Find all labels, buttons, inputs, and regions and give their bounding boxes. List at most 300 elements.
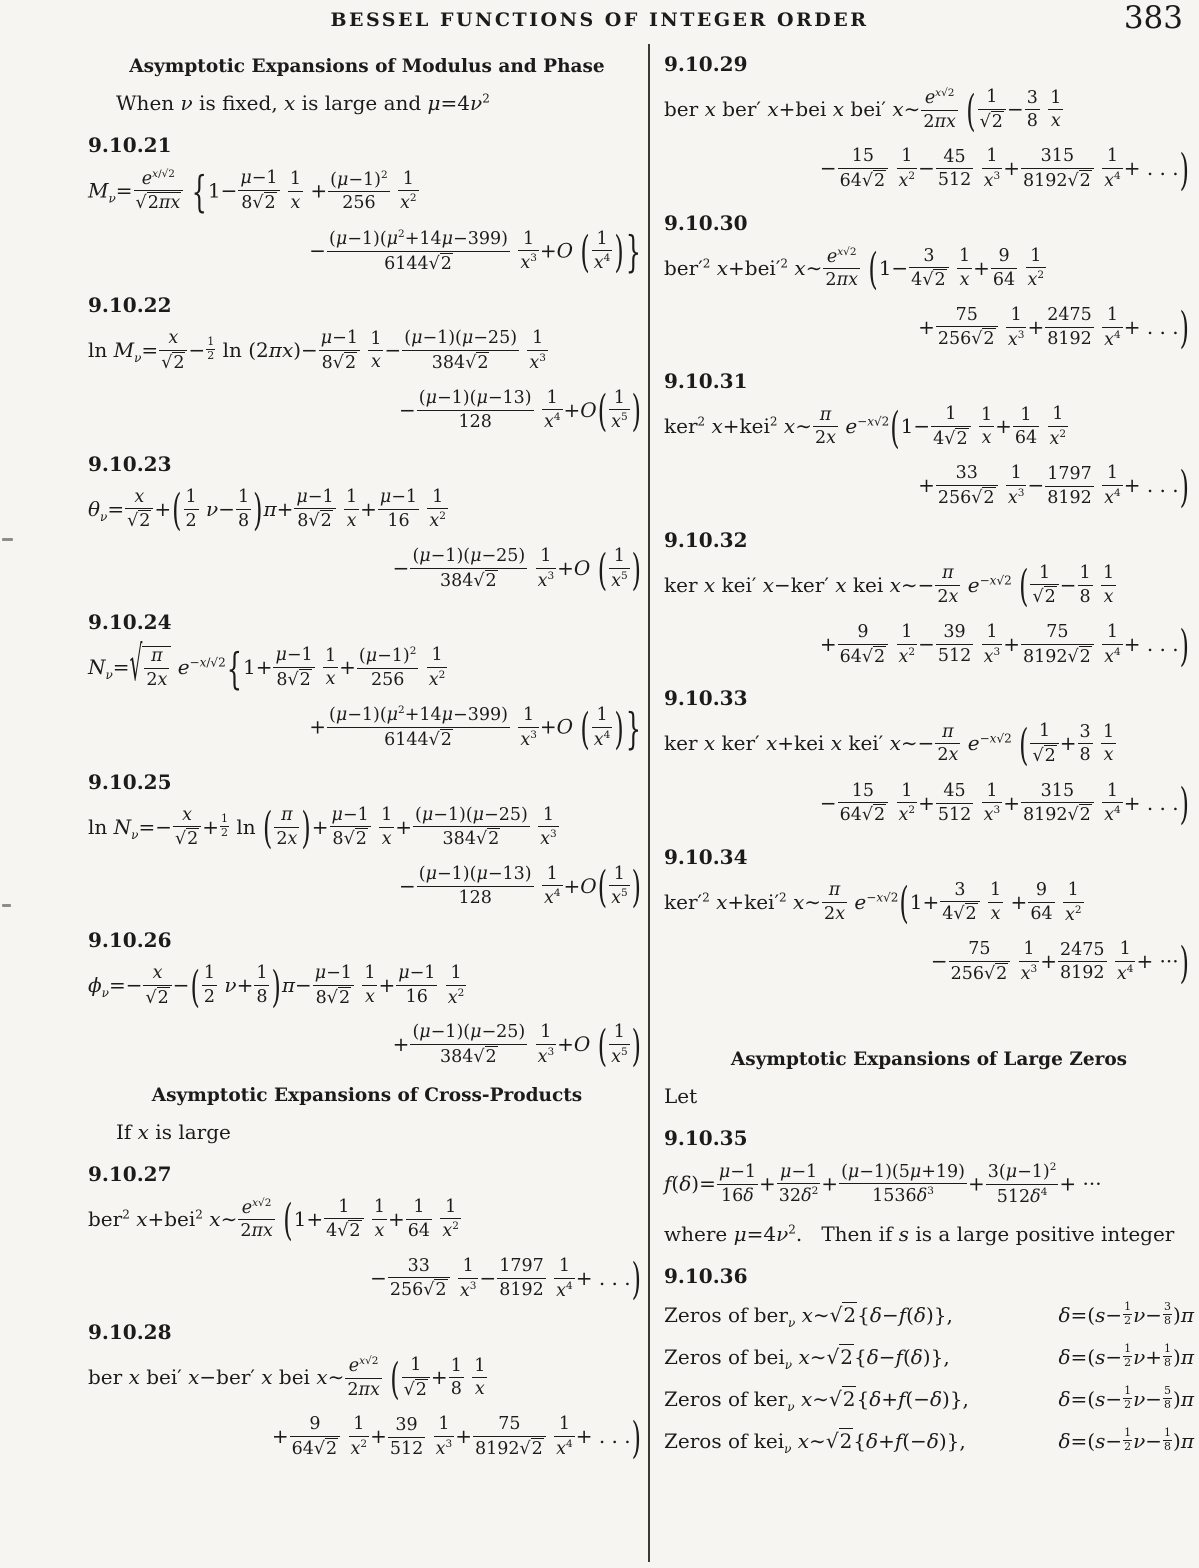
equation-line: − $\frac{75}{256√2}$ $\frac{1}{x^3}$ + $\frac{2475}{8192}$ $\frac{1}{x^4}$ + ···) — [930, 937, 1189, 988]
fraction — [173, 805, 201, 850]
superscript: x√2 — [359, 1355, 379, 1368]
fraction — [330, 805, 371, 850]
numerator: 1 — [1102, 622, 1123, 645]
numerator: 1 — [236, 487, 251, 510]
radical-sign: √ — [922, 270, 934, 291]
fraction — [936, 781, 973, 825]
numerator: 1 — [554, 1414, 575, 1437]
italic-symbol: x — [359, 1355, 366, 1368]
subscript — [131, 828, 138, 842]
denominator: 64 — [992, 269, 1016, 290]
numerator — [144, 646, 169, 669]
denominator: 8 — [256, 987, 268, 1008]
denominator — [1026, 268, 1047, 290]
italic-symbol: x — [350, 1438, 361, 1459]
italic-symbol: x — [1104, 170, 1115, 191]
equation-line: f(δ)= $\frac{\mu-1}{16\delta}$ + $\frac{\mu-1}{32\delta^2}$ + $\frac{(\mu-1)(5\mu+19)}{1536\delta^3}$ + $\frac{3(\mu-1)^2}{512\delta^4}$ + ··· — [664, 1161, 1102, 1207]
vinculum: 2 — [1079, 805, 1091, 826]
superscript: 2 — [702, 256, 711, 271]
numerator: 39 — [388, 1415, 425, 1438]
denominator: 2 — [1124, 1313, 1132, 1327]
numerator: 315 — [1021, 781, 1094, 804]
italic-symbol: μ — [411, 328, 423, 349]
denominator: 2 — [221, 825, 229, 839]
superscript: 2 — [360, 1438, 368, 1451]
numerator: 1797 — [497, 1256, 546, 1279]
fraction — [1006, 463, 1027, 508]
numerator: 3 — [1078, 722, 1093, 745]
italic-symbol: x — [1116, 963, 1127, 984]
fraction — [1026, 246, 1047, 291]
denominator — [536, 569, 557, 591]
italic-symbol: x — [157, 669, 168, 690]
italic-symbol: x — [435, 1438, 446, 1459]
fraction — [202, 963, 217, 1007]
fraction — [538, 805, 559, 850]
denominator: 8192√2 — [1022, 805, 1091, 826]
vinculum: 2πx — [147, 193, 181, 214]
denominator: 8√2 — [276, 669, 311, 690]
fraction — [458, 1256, 479, 1301]
equation-number: 9.10.27 — [88, 1161, 172, 1186]
equation-9.10.35 — [664, 1126, 1194, 1208]
numerator: 33 — [936, 463, 998, 486]
denominator — [542, 886, 563, 908]
vinculum: 2 — [983, 488, 995, 509]
superscript: 4 — [553, 411, 561, 424]
denominator — [536, 1045, 557, 1067]
numerator: 3 — [940, 880, 979, 903]
vinculum: 2 — [187, 829, 199, 850]
radical-sign: √ — [428, 253, 440, 274]
italic-symbol: μ — [1005, 1162, 1018, 1183]
italic-symbol: π — [836, 270, 849, 291]
numerator: (μ−1)(μ−25) — [410, 1022, 527, 1045]
sqrt-radical — [473, 1047, 497, 1067]
italic-symbol: x — [447, 987, 458, 1008]
vinculum: 2 — [338, 987, 351, 1008]
denominator — [1102, 169, 1123, 191]
numerator: 1 — [1048, 88, 1063, 111]
fraction — [536, 1022, 557, 1067]
equation-line: ker x kei′ x−ker′ x kei x∼− $\frac{\pi}{2x}$ $e^{-x√2}$ ( $\frac{1}{√2}$ − $\frac{1}{8}$ $\frac{1}{x}$ — [664, 561, 1115, 612]
italic-symbol: ν — [108, 191, 116, 206]
superscript: 4 — [553, 887, 561, 900]
numerator: 1 — [323, 646, 338, 669]
superscript: 2 — [811, 1185, 819, 1198]
italic-symbol: ν — [784, 1358, 793, 1373]
fraction — [935, 563, 960, 607]
equation-line: $\ln N_\nu=-$ $\frac{x}{√2}$ + $\frac{1}{2}$ ln ( $\frac{\pi}{2x}$ )+ $\frac{\mu-1}{8√2}$ $\frac{1}{x}$ + $\frac{(\mu-1)(\mu-25)}{384√2}$ $\frac{1}{x^3}$ — [88, 803, 557, 854]
fraction — [936, 622, 973, 666]
italic-symbol: μ — [419, 1022, 431, 1043]
sqrt-radical — [1068, 171, 1092, 191]
italic-symbol: μ — [419, 545, 431, 566]
big-paren: ) — [1179, 778, 1189, 830]
fraction — [473, 1414, 546, 1459]
radical-sign: √ — [161, 352, 173, 373]
sqrt-radical — [862, 647, 886, 667]
italic-symbol: x — [798, 1345, 810, 1370]
denominator — [957, 269, 972, 291]
superscript: 3 — [993, 170, 1001, 182]
numerator — [345, 1355, 382, 1378]
numerator: 1 — [1101, 722, 1116, 745]
superscript: 4 — [1114, 170, 1121, 182]
numerator: 75 — [936, 305, 998, 328]
italic-symbol: ν — [224, 973, 237, 998]
denominator: 8√2 — [297, 511, 332, 532]
italic-symbol: x — [703, 731, 716, 756]
fraction — [238, 1197, 275, 1242]
italic-symbol: δ — [1058, 1344, 1071, 1369]
big-brace: } — [625, 703, 641, 754]
vinculum: 2 — [934, 270, 946, 291]
equation-number: 9.10.24 — [88, 610, 172, 635]
numerator: 315 — [1021, 146, 1094, 169]
italic-symbol: x — [762, 572, 775, 597]
equation-number: 9.10.32 — [664, 527, 748, 552]
italic-symbol: x — [168, 328, 179, 349]
fraction — [527, 328, 548, 373]
italic-symbol: O — [573, 556, 591, 581]
radical-sign: √ — [174, 829, 187, 850]
denominator — [1102, 328, 1123, 350]
italic-symbol: x — [593, 253, 604, 274]
radical-sign: √ — [971, 329, 983, 350]
fraction — [417, 864, 534, 908]
radical-sign: √ — [127, 511, 139, 532]
numerator: 2475 — [1058, 940, 1107, 963]
italic-symbol: e — [967, 731, 980, 756]
radical-sign: √ — [308, 511, 320, 532]
italic-symbol: x — [537, 570, 548, 591]
italic-symbol: δ — [926, 1429, 939, 1454]
fraction — [273, 645, 314, 690]
denominator — [982, 803, 1003, 825]
denominator: 128 — [458, 411, 492, 432]
italic-symbol: ϕ — [88, 973, 102, 998]
radical-sign: √ — [953, 904, 965, 925]
fraction — [159, 328, 187, 373]
italic-symbol: μ — [335, 228, 348, 249]
italic-symbol: x — [134, 486, 145, 507]
italic-symbol: x — [948, 745, 959, 766]
fraction — [144, 646, 169, 690]
denominator — [988, 903, 1003, 925]
superscript: 2 — [482, 91, 490, 106]
italic-symbol: π — [268, 338, 282, 363]
subscript — [785, 1358, 792, 1372]
superscript: 3 — [469, 1279, 477, 1292]
numerator: 1 — [538, 805, 559, 828]
italic-symbol: e — [177, 655, 190, 680]
italic-symbol: μ — [296, 486, 308, 507]
italic-symbol: μ — [365, 646, 378, 667]
vinculum: 2 — [320, 511, 332, 532]
vinculum: 2 — [1044, 587, 1056, 608]
big-paren: ( — [890, 402, 900, 453]
italic-symbol: x — [935, 87, 942, 100]
numerator: 33 — [388, 1256, 450, 1279]
fraction — [388, 1415, 425, 1459]
radical-sign: √ — [861, 646, 874, 667]
big-paren: ) — [631, 1254, 641, 1305]
numerator: 3 — [1164, 1299, 1172, 1313]
italic-symbol: x — [1103, 745, 1114, 766]
subscript — [134, 351, 141, 365]
fraction — [254, 963, 269, 1007]
superscript: 5 — [620, 569, 628, 582]
denominator: 8 — [1164, 1355, 1172, 1369]
numerator: 3 — [909, 246, 948, 269]
equation-9.10.33 — [664, 686, 1194, 830]
denominator — [472, 1378, 487, 1400]
fraction — [1045, 464, 1094, 508]
equation-line: − $\frac{(\mu-1)(\mu-13)}{128}$ $\frac{1}{x^4}$ +O( $\frac{1}{x^5}$ ) — [399, 862, 641, 913]
italic-symbol: μ — [909, 1161, 922, 1182]
numerator: 1 — [518, 705, 539, 728]
numerator: μ−1 — [294, 487, 335, 510]
numerator: (μ−1)(μ−25) — [413, 805, 530, 828]
fraction — [813, 405, 838, 449]
italic-symbol: N — [88, 655, 106, 680]
numerator: 1 — [988, 880, 1003, 903]
italic-symbol: x — [1064, 904, 1075, 925]
denominator: 256 — [342, 192, 376, 213]
numerator — [143, 963, 171, 986]
denominator — [1115, 962, 1136, 984]
numerator — [822, 880, 847, 903]
italic-symbol: π — [358, 1379, 371, 1400]
vinculum: 2 — [874, 646, 886, 667]
fraction — [717, 1162, 758, 1206]
numerator: 1 — [518, 229, 539, 252]
italic-symbol: x — [1027, 270, 1038, 291]
italic-symbol: x — [325, 669, 336, 690]
left-column — [88, 40, 646, 1475]
zeros-row — [664, 1425, 1194, 1457]
denominator — [538, 827, 559, 849]
superscript: 2 — [381, 168, 388, 181]
italic-symbol: x — [459, 1280, 470, 1301]
denominator — [1048, 427, 1069, 449]
italic-symbol: s — [1095, 1344, 1106, 1369]
vinculum: 2 — [488, 829, 500, 850]
italic-symbol: π — [942, 563, 954, 584]
numerator — [125, 487, 153, 510]
denominator: 256 — [370, 669, 405, 690]
big-paren: ( — [390, 1353, 400, 1404]
superscript: 3 — [993, 645, 1001, 658]
denominator — [125, 509, 153, 532]
fraction — [1102, 622, 1123, 667]
numerator: 1 — [1048, 404, 1069, 427]
fraction — [949, 939, 1011, 984]
italic-symbol: x — [611, 888, 621, 909]
denominator — [1006, 328, 1027, 350]
sqrt-radical — [252, 193, 276, 213]
denominator — [344, 510, 359, 532]
numerator: 1 — [592, 705, 613, 728]
fraction — [935, 722, 960, 766]
equation-line: ber$^2$ x+bei$^2$ x∼ $\frac{e^{x√2}}{2\pi x}$ (1+ $\frac{1}{4√2}$ $\frac{1}{x}$ + $\frac{1}{64}$ $\frac{1}{x^2}$ — [88, 1194, 459, 1246]
italic-symbol: δ — [913, 1303, 926, 1328]
superscript: 4 — [1040, 1185, 1048, 1198]
italic-symbol: x — [556, 1438, 567, 1459]
denominator — [518, 728, 539, 750]
equation-line: ker x ker′ x+kei x kei′ x∼− $\frac{\pi}{2x}$ $e^{-x√2}$ ( $\frac{1}{√2}$ + $\frac{3}{8}$ $\frac{1}{x}$ — [664, 719, 1115, 771]
denominator — [372, 1220, 387, 1242]
italic-symbol: x — [370, 1379, 380, 1400]
vinculum: 2 — [326, 1439, 338, 1459]
numerator: 1 — [957, 246, 972, 269]
italic-symbol: π — [819, 404, 832, 425]
equation-line: + $\frac{33}{256√2}$ $\frac{1}{x^3}$ − $\frac{1797}{8192}$ $\frac{1}{x^4}$ + . . .) — [918, 461, 1189, 513]
italic-symbol: π — [934, 111, 947, 132]
radical-sign: √ — [145, 987, 157, 1008]
radical-sign: √ — [971, 488, 983, 509]
superscript: 5 — [620, 411, 628, 424]
radical-sign: √ — [1032, 587, 1044, 608]
fraction — [1021, 146, 1094, 191]
fraction — [323, 646, 338, 690]
numerator: μ−1 — [378, 487, 419, 510]
italic-symbol: x — [1007, 329, 1018, 350]
big-paren: ) — [631, 1412, 641, 1464]
superscript: 2 — [439, 510, 446, 523]
vinculum: 2 — [996, 963, 1008, 984]
italic-symbol: e — [967, 572, 980, 597]
denominator: 8192 — [1047, 328, 1092, 349]
equation-line: + $\frac{(\mu-1)(\mu-25)}{384√2}$ $\frac{1}{x^3}$ +O ( $\frac{1}{x^5}$ ) — [392, 1020, 641, 1072]
big-paren: ) — [1179, 144, 1189, 196]
sqrt-radical — [327, 988, 351, 1008]
italic-symbol: μ — [461, 328, 474, 349]
section-heading: Asymptotic Expansions of Modulus and Phase — [129, 56, 605, 77]
equation-9.10.28 — [88, 1320, 646, 1464]
fraction — [313, 963, 354, 1008]
fraction — [909, 246, 948, 291]
margin-artifact — [2, 904, 11, 907]
numerator: $3(\mu-1)^2$ — [986, 1161, 1059, 1184]
numerator: 1 — [536, 1022, 557, 1045]
fraction — [1045, 305, 1094, 349]
denominator — [398, 191, 419, 213]
italic-symbol: O — [556, 238, 574, 263]
numerator: 1 — [1102, 146, 1123, 169]
zeros-row — [664, 1341, 1194, 1373]
italic-symbol: M — [113, 338, 135, 363]
big-paren: ( — [263, 803, 273, 854]
italic-symbol: O — [556, 715, 574, 740]
fraction — [839, 1162, 967, 1207]
fraction — [542, 864, 563, 909]
denominator — [446, 986, 467, 1008]
denominator: 8192√2 — [474, 1439, 543, 1459]
denominator: 2 — [1124, 1439, 1132, 1453]
italic-symbol: δ — [869, 1303, 882, 1328]
sqrt-radical — [826, 1429, 853, 1453]
denominator: 64 — [1030, 903, 1053, 924]
fraction — [1163, 1427, 1172, 1454]
fraction — [434, 1414, 455, 1459]
superscript: −x√2 — [979, 573, 1012, 588]
sqrt-radical — [314, 1439, 338, 1459]
numerator: 1 — [472, 1356, 487, 1379]
equation-9.10.24 — [88, 610, 646, 754]
big-paren: ) — [301, 803, 311, 854]
sqrt-radical — [827, 1345, 854, 1369]
italic-symbol: x — [284, 91, 296, 115]
vinculum: 2 — [349, 1221, 361, 1242]
denominator: 2x — [824, 903, 846, 924]
fraction — [1048, 88, 1063, 132]
superscript: 2 — [195, 1207, 203, 1221]
numerator: 1 — [1030, 721, 1058, 744]
italic-symbol: x — [364, 987, 375, 1008]
numerator: μ−1 — [396, 963, 437, 986]
denominator — [143, 986, 171, 1009]
italic-symbol: x — [948, 586, 959, 607]
italic-symbol: x — [1104, 329, 1115, 350]
numerator: 15 — [838, 781, 889, 804]
superscript: 3 — [1017, 487, 1025, 500]
subscript — [106, 668, 113, 682]
fraction — [1102, 305, 1123, 350]
vinculum: 2 — [344, 352, 357, 373]
italic-symbol: ν — [1133, 1428, 1146, 1453]
denominator — [173, 827, 201, 850]
superscript: 4 — [566, 1438, 573, 1451]
fraction — [449, 1356, 464, 1400]
denominator — [379, 828, 394, 850]
italic-symbol: x — [520, 253, 531, 274]
sqrt-radical — [1032, 746, 1056, 766]
italic-symbol: μ — [733, 1222, 747, 1247]
sqrt-radical — [344, 829, 368, 849]
italic-symbol: μ — [427, 91, 441, 115]
vinculum: 2 — [874, 170, 886, 191]
subscript — [102, 986, 109, 1000]
sqrt-radical — [944, 429, 968, 449]
italic-symbol: x — [767, 97, 779, 122]
italic-symbol: ν — [1133, 1386, 1146, 1411]
italic-symbol: μ — [425, 387, 437, 408]
italic-symbol: μ — [337, 169, 349, 190]
italic-symbol: x — [370, 352, 381, 373]
numerator: 1 — [427, 487, 448, 510]
fraction — [897, 781, 918, 826]
italic-symbol: x — [540, 829, 551, 850]
italic-symbol: δ — [1058, 1302, 1071, 1327]
sqrt-radical — [423, 1280, 447, 1300]
denominator: 2 — [1124, 1355, 1132, 1369]
denominator — [458, 1279, 479, 1301]
fraction — [410, 546, 527, 591]
denominator — [440, 1219, 461, 1241]
italic-symbol: x — [704, 97, 716, 122]
equation-line: ber x bei′ x−ber′ x bei x∼ $\frac{e^{x√2}}{2\pi x}$ ( $\frac{1}{√2}$ + $\frac{1}{8}$ $\frac{1}{x}$ — [88, 1353, 486, 1404]
fraction — [398, 169, 419, 214]
italic-symbol: x — [262, 1221, 273, 1242]
denominator: 2πx — [825, 270, 858, 291]
equation-number: 9.10.30 — [664, 210, 748, 235]
numerator: 1 — [1101, 563, 1116, 586]
fraction — [238, 168, 279, 213]
italic-symbol: μ — [386, 705, 399, 726]
italic-symbol: x — [281, 338, 294, 363]
